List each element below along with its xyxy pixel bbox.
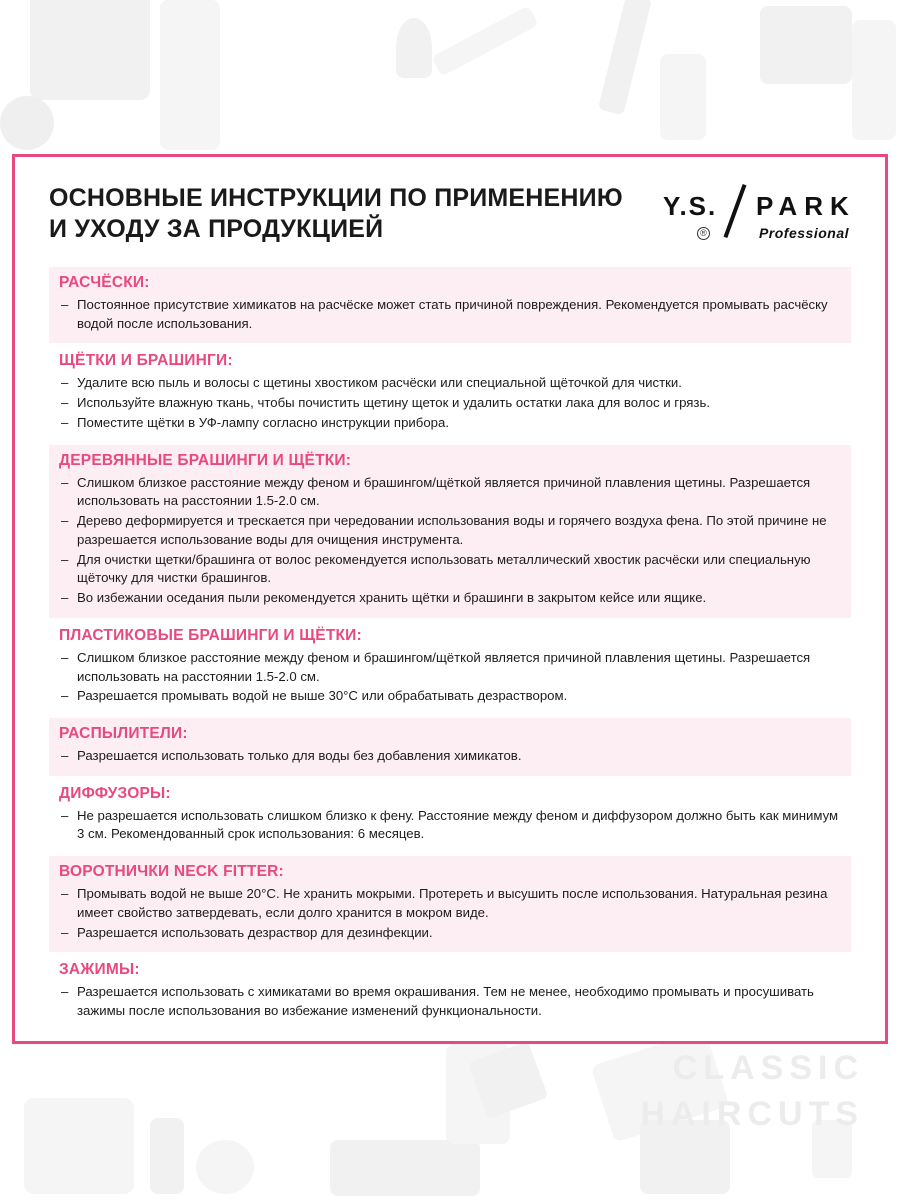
section-bullet-list <box>59 885 841 942</box>
decor-shape <box>760 6 852 84</box>
section-bullet-list <box>59 374 841 432</box>
list-item <box>59 414 841 433</box>
decor-shape <box>598 0 652 115</box>
dash-icon: – <box>61 886 69 902</box>
list-item-text: Промывать водой не выше 20°С. Не хранить мокрыми. Протереть и высушить после использования. Натуральная резина имеет свойство затвердевать, если долго хранится в мокром виде. <box>77 886 828 920</box>
list-item-text: Во избежании оседания пыли рекомендуется хранить щётки и брашинги в закрытом кейсе или ящике. <box>77 590 707 606</box>
dash-icon: – <box>61 414 69 430</box>
section-bullet-list <box>59 747 841 766</box>
section-brushes <box>49 345 851 442</box>
watermark-classic: CLASSIC <box>672 1049 864 1087</box>
list-item <box>59 687 841 706</box>
list-item-text: Слишком близкое расстояние между феном и брашингом/щёткой является причиной плавления щетины. Разрешается использовать на расстоянии 1.5-2.0 см. <box>77 474 811 509</box>
decor-shape <box>396 18 432 78</box>
list-item-text: Не разрешается использовать слишком близко к фену. Расстояние между феном и диффузором должно быть как минимум 3 см. Рекомендованный срок использования: 6 месяцев. <box>77 807 839 842</box>
list-item <box>59 512 841 549</box>
section-title: ЗАЖИМЫ: <box>59 961 140 979</box>
decor-shape <box>24 1098 134 1194</box>
list-item <box>59 296 841 333</box>
section-combs <box>49 267 851 343</box>
dash-icon: – <box>61 513 69 529</box>
registered-trademark-icon: ® <box>697 227 710 240</box>
section-plastic-brushes <box>49 620 851 716</box>
list-item <box>59 983 841 1020</box>
list-item-text: Используйте влажную ткань, чтобы почистить щетину щеток и удалить остатки лака для волос и грязь. <box>77 395 710 411</box>
logo-park-text: PARK <box>756 191 856 221</box>
decor-shape <box>330 1140 480 1196</box>
list-item <box>59 374 841 393</box>
section-title: ВОРОТНИЧКИ NECK FITTER: <box>59 863 284 881</box>
decor-shape <box>150 1118 184 1194</box>
dash-icon: – <box>61 649 69 665</box>
section-wooden-brushes <box>49 445 851 618</box>
dash-icon: – <box>61 375 69 391</box>
dash-icon: – <box>61 924 69 940</box>
list-item-text: Разрешается использовать с химикатами во время окрашивания. Тем не менее, необходимо промывать и просушивать зажимы после использования во избежание изменений функциональности. <box>77 984 814 1019</box>
list-item-text: Дерево деформируется и трескается при чередовании использования воды и горячего воздуха фена. По этой причине не разрешается использование воды для очищения инструмента. <box>77 513 827 547</box>
dash-icon: – <box>61 395 69 411</box>
dash-icon: – <box>61 688 69 704</box>
list-item <box>59 807 841 844</box>
decor-shape <box>852 20 896 140</box>
decor-shape <box>30 0 150 100</box>
dash-icon: – <box>61 474 69 490</box>
list-item <box>59 885 841 922</box>
dash-icon: – <box>61 551 69 567</box>
list-item-text: Слишком близкое расстояние между феном и брашингом/щёткой является причиной плавления щетины. Разрешается использовать на расстоянии 1.5-2.0 см. <box>77 649 811 684</box>
decor-shape <box>431 5 538 76</box>
logo-slash-icon <box>724 184 747 238</box>
dash-icon: – <box>61 748 69 764</box>
list-item-text: Поместите щётки в УФ-лампу согласно инструкции прибора. <box>77 414 449 430</box>
section-diffusers <box>49 778 851 854</box>
list-item-text: Постоянное присутствие химикатов на расчёске может стать причиной повреждения. Рекомендуется промывать расчёску водой после использования. <box>77 297 828 331</box>
decor-shape <box>0 96 54 150</box>
section-title: ЩЁТКИ И БРАШИНГИ: <box>59 352 233 370</box>
page-title-line2: И УХОДУ ЗА ПРОДУКЦИЕЙ <box>49 214 384 243</box>
section-bullet-list <box>59 296 841 333</box>
decor-shape <box>160 0 220 150</box>
page-title-line1: ОСНОВНЫЕ ИНСТРУКЦИИ ПО ПРИМЕНЕНИЮ <box>49 184 623 212</box>
card-header <box>49 183 856 249</box>
dash-icon: – <box>61 807 69 823</box>
section-sprayers <box>49 718 851 776</box>
list-item-text: Удалите всю пыль и волосы с щетины хвостиком расчёски или специальной щёточкой для чистки. <box>77 375 682 391</box>
list-item-text: Для очистки щетки/брашинга от волос рекомендуется использовать металлический хвостик расчёски или специальную щёточку для чистки брашингов. <box>77 551 811 586</box>
section-title: ПЛАСТИКОВЫЕ БРАШИНГИ И ЩЁТКИ: <box>59 626 362 644</box>
list-item-text: Разрешается использовать дезраствор для дезинфекции. <box>77 924 433 940</box>
section-bullet-list <box>59 474 841 608</box>
list-item <box>59 474 841 511</box>
list-item-text: Разрешается использовать только для воды без добавления химикатов. <box>77 748 522 764</box>
section-title: ДЕРЕВЯННЫЕ БРАШИНГИ И ЩЁТКИ: <box>59 451 352 469</box>
list-item <box>59 589 841 608</box>
section-bullet-list <box>59 649 841 706</box>
logo-ys-text: Y.S. <box>663 191 718 221</box>
dash-icon: – <box>61 590 69 606</box>
section-title: РАСПЫЛИТЕЛИ: <box>59 725 188 743</box>
list-item-text: Разрешается промывать водой не выше 30°С или обрабатывать дезраствором. <box>77 688 568 704</box>
section-bullet-list <box>59 983 841 1020</box>
section-clips <box>49 954 851 1030</box>
list-item <box>59 649 841 686</box>
list-item <box>59 747 841 766</box>
section-bullet-list <box>59 807 841 844</box>
section-title: РАСЧЁСКИ: <box>59 274 150 291</box>
watermark-haircuts: HAIRCUTS <box>640 1095 864 1133</box>
decor-shape <box>660 54 706 140</box>
dash-icon: – <box>61 984 69 1000</box>
list-item <box>59 394 841 413</box>
ys-park-logo <box>661 185 856 249</box>
instructions-card <box>12 154 888 1044</box>
section-neck-fitter <box>49 856 851 952</box>
section-title: ДИФФУЗОРЫ: <box>59 784 171 802</box>
logo-professional-text: Professional <box>758 225 849 241</box>
page-title <box>49 183 623 244</box>
list-item <box>59 924 841 943</box>
dash-icon: – <box>61 297 69 312</box>
decor-shape <box>196 1140 254 1194</box>
list-item <box>59 551 841 588</box>
